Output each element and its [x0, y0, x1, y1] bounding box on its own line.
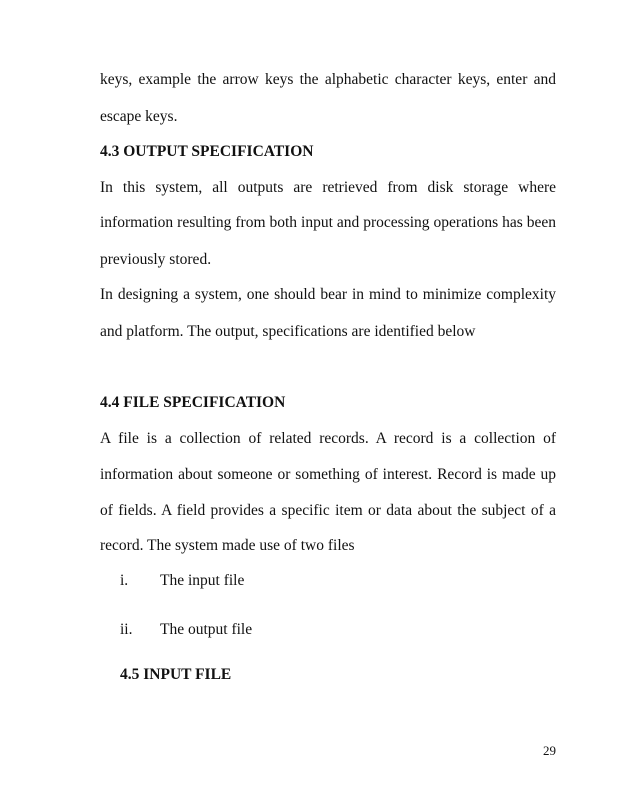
body-text-line: record. The system made use of two files	[100, 537, 355, 554]
list-item-marker: i.	[120, 572, 129, 589]
section-heading-file-specification: 4.4 FILE SPECIFICATION	[100, 394, 286, 411]
body-text-line: information resulting from both input and processing operations has been	[100, 214, 556, 231]
section-heading-input-file: 4.5 INPUT FILE	[120, 666, 232, 683]
body-text-line: A file is a collection of related records. A record is a collection of	[100, 430, 556, 447]
body-text-line: In this system, all outputs are retrieved from disk storage where	[100, 179, 556, 196]
section-heading-output-specification: 4.3 OUTPUT SPECIFICATION	[100, 143, 314, 160]
body-text-line: In designing a system, one should bear in mind to minimize complexity	[100, 286, 556, 303]
body-text-line: and platform. The output, specifications are identified below	[100, 323, 476, 340]
list-item-text: The output file	[160, 621, 253, 638]
page-number: 29	[543, 743, 556, 758]
list-item-text: The input file	[160, 572, 245, 589]
body-text-line: escape keys.	[100, 108, 178, 125]
body-text-line: previously stored.	[100, 251, 212, 268]
body-text-line: of fields. A field provides a specific item or data about the subject of a	[100, 502, 556, 519]
body-text-line: keys, example the arrow keys the alphabetic character keys, enter and	[100, 71, 556, 88]
list-item-marker: ii.	[120, 621, 133, 638]
body-text-line: information about someone or something of interest. Record is made up	[100, 466, 556, 483]
